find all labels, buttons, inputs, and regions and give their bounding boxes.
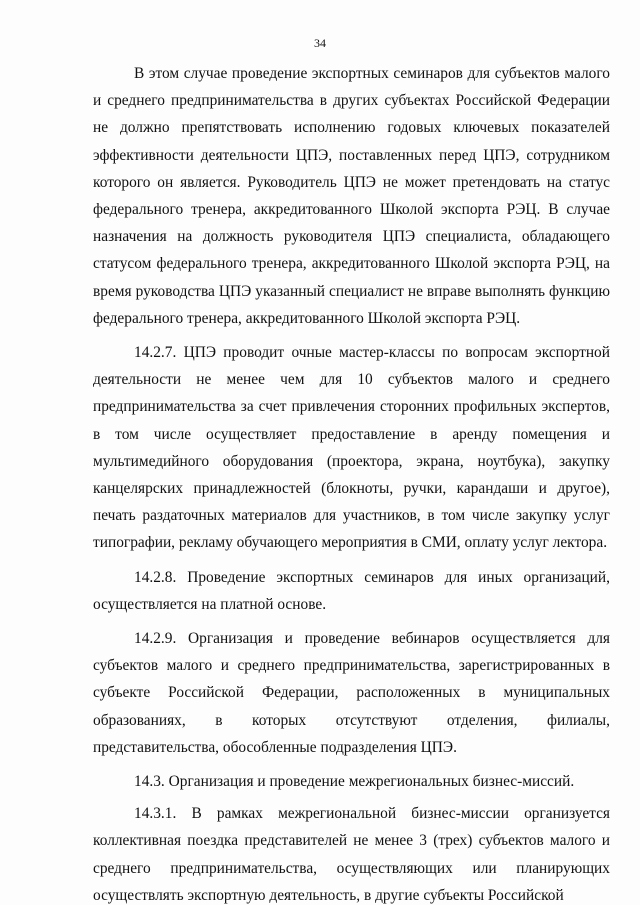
paragraph-14-2-9: 14.2.9. Организация и проведение вебинаров осуществляется для субъектов малого и среднего предпринимательства, зарегистрированных в субъекте Российской Федерации, расположенных в муниципальных образованиях, в которых отсутствуют отделения, филиалы, представительства, обособленные подразделения ЦПЭ. — [93, 630, 610, 756]
paragraph-14-2-8: 14.2.8. Проведение экспортных семинаров для иных организаций, осуществляется на платной основе. — [93, 568, 610, 613]
paragraph-export-seminars-status: В этом случае проведение экспортных семинаров для субъектов малого и среднего предпринимательства в других субъектах Российской Федерации не должно препятствовать исполнению годовых ключевых показателей эффективности деятельности ЦПЭ, поставленных перед ЦПЭ, сотрудником которого он является. Руководитель ЦПЭ не может претендовать на статус федерального тренера, аккредитованного Школой экспорта РЭЦ. В случае назначения на должность руководителя ЦПЭ специалиста, обладающего статусом федерального тренера, аккредитованного Школой экспорта РЭЦ, на время руководства ЦПЭ указанный специалист не вправе выполнять функцию федерального тренера, аккредитованного Школой экспорта РЭЦ. — [93, 65, 610, 327]
document-body — [93, 60, 610, 916]
page-number: 34 — [314, 36, 326, 50]
paragraph-14-3: 14.3. Организация и проведение межрегиональных бизнес-миссий. — [134, 773, 575, 791]
paragraph-14-2-7: 14.2.7. ЦПЭ проводит очные мастер-классы по вопросам экспортной деятельности не менее чем для 10 субъектов малого и среднего предпринимательства за счет привлечения сторонних профильных экспертов, в том числе осуществляет предоставление в аренду помещения и мультимедийного оборудования (проектора, экрана, ноутбука), закупку канцелярских принадлежностей (блокноты, ручки, карандаши и другое), печать раздаточных материалов для участников, в том числе закупку услуг типографии, рекламу обучающего мероприятия в СМИ, оплату услуг лектора. — [93, 344, 610, 552]
paragraph-14-3-1: 14.3.1. В рамках межрегиональной бизнес-миссии организуется коллективная поездка представителей не менее 3 (трех) субъектов малого и среднего предпринимательства, осуществляющих или планирующих осуществлять экспортную деятельность, в другие субъекты Российской — [93, 805, 610, 904]
